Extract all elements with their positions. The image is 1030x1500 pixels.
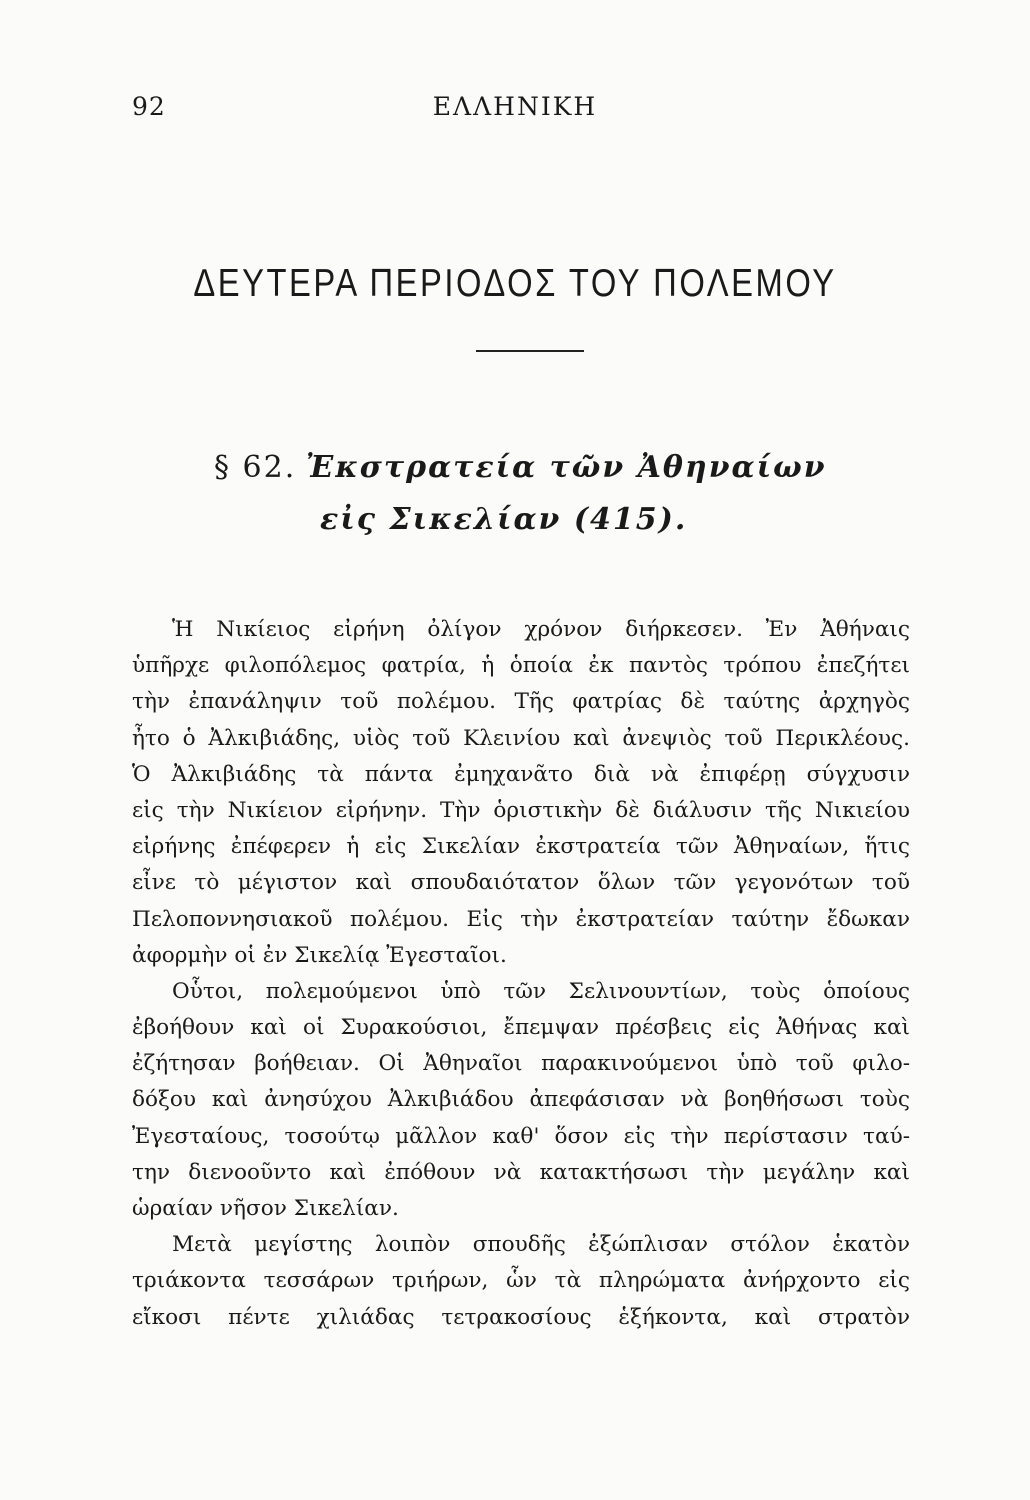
section-heading-line-2 xyxy=(320,502,687,537)
section-title-part-2: εἰς Σικελίαν (415). xyxy=(320,502,688,537)
section-number: § 62. xyxy=(214,450,297,485)
text-line: ἀφορμὴν οἱ ἐν Σικελίᾳ Ἐγεσταῖοι. xyxy=(132,942,507,968)
title-divider xyxy=(476,350,584,352)
section-heading-line-1 xyxy=(214,450,827,485)
text-line: Ὁ Ἀλκιβιάδης τὰ πάντα ἐμηχανᾶτο διὰ νὰ ἐπιφέρῃ σύγχυσιν xyxy=(132,761,910,787)
text-line: δόξου καὶ ἀνησύχου Ἀλκιβιάδου ἀπεφάσισαν νὰ βοηθήσωσι τοὺς xyxy=(132,1087,910,1113)
running-head xyxy=(0,92,1030,126)
body-text xyxy=(132,612,910,1336)
section-title-part-1: Ἐκστρατεία τῶν Ἀθηναίων xyxy=(305,450,827,485)
text-line: ἦτο ὁ Ἀλκιβιάδης, υἱὸς τοῦ Κλεινίου καὶ ἀνεψιὸς τοῦ Περικλέους. xyxy=(132,725,910,751)
text-line: Ἐγεσταίους, τοσούτῳ μᾶλλον καθ' ὅσον εἰς τὴν περίστασιν ταύ- xyxy=(132,1123,910,1149)
page-number: 92 xyxy=(132,92,166,121)
text-line: Μετὰ μεγίστης λοιπὸν σπουδῆς ἐξώπλισαν στόλον ἑκατὸν xyxy=(172,1232,910,1258)
text-line: ὑπῆρχε φιλοπόλεμος φατρία, ἡ ὁποία ἐκ παντὸς τρόπου ἐπεζήτει xyxy=(132,653,910,679)
text-line: εἰς τὴν Νικίειον εἰρήνην. Τὴν ὁριστικὴν δὲ διάλυσιν τῆς Νικιείου xyxy=(132,797,910,823)
text-line: τριάκοντα τεσσάρων τριήρων, ὧν τὰ πληρώματα ἀνήρχοντο εἰς xyxy=(132,1268,910,1294)
chapter-title: ΔΕΥΤΕΡΑ ΠΕΡΙΟΔΟΣ ΤΟΥ ΠΟΛΕΜΟΥ xyxy=(193,262,837,305)
text-line: εἶνε τὸ μέγιστον καὶ σπουδαιότατον ὅλων τῶν γεγονότων τοῦ xyxy=(132,870,910,896)
text-line: εἴκοσι πέντε χιλιάδας τετρακοσίους ἑξήκοντα, καὶ στρατὸν xyxy=(132,1304,910,1330)
text-line: την διενοοῦντο καὶ ἐπόθουν νὰ κατακτήσωσι τὴν μεγάλην καὶ xyxy=(132,1159,910,1185)
text-line: ὡραίαν νῆσον Σικελίαν. xyxy=(132,1196,399,1221)
text-line: τὴν ἐπανάληψιν τοῦ πολέμου. Τῆς φατρίας δὲ ταύτης ἀρχηγὸς xyxy=(132,689,910,715)
running-title: ΕΛΛΗΝΙΚΗ xyxy=(432,92,598,121)
text-line: εἰρήνης ἐπέφερεν ἡ εἰς Σικελίαν ἐκστρατεία τῶν Ἀθηναίων, ἥτις xyxy=(132,834,910,860)
text-line: ἐβοήθουν καὶ οἱ Συρακούσιοι, ἔπεμψαν πρέσβεις εἰς Ἀθήνας καὶ xyxy=(132,1015,910,1041)
text-line: ἐζήτησαν βοήθειαν. Οἱ Ἀθηναῖοι παρακινούμενοι ὑπὸ τοῦ φιλο- xyxy=(132,1051,910,1077)
text-line: Πελοποννησιακοῦ πολέμου. Εἰς τὴν ἐκστρατείαν ταύτην ἔδωκαν xyxy=(132,906,910,932)
text-line: Ἡ Νικίειος εἰρήνη ὀλίγον χρόνον διήρκεσεν. Ἐν Ἀθήναις xyxy=(172,617,910,642)
text-line: Οὗτοι, πολεμούμενοι ὑπὸ τῶν Σελινουντίων, τοὺς ὁποίους xyxy=(172,978,910,1004)
